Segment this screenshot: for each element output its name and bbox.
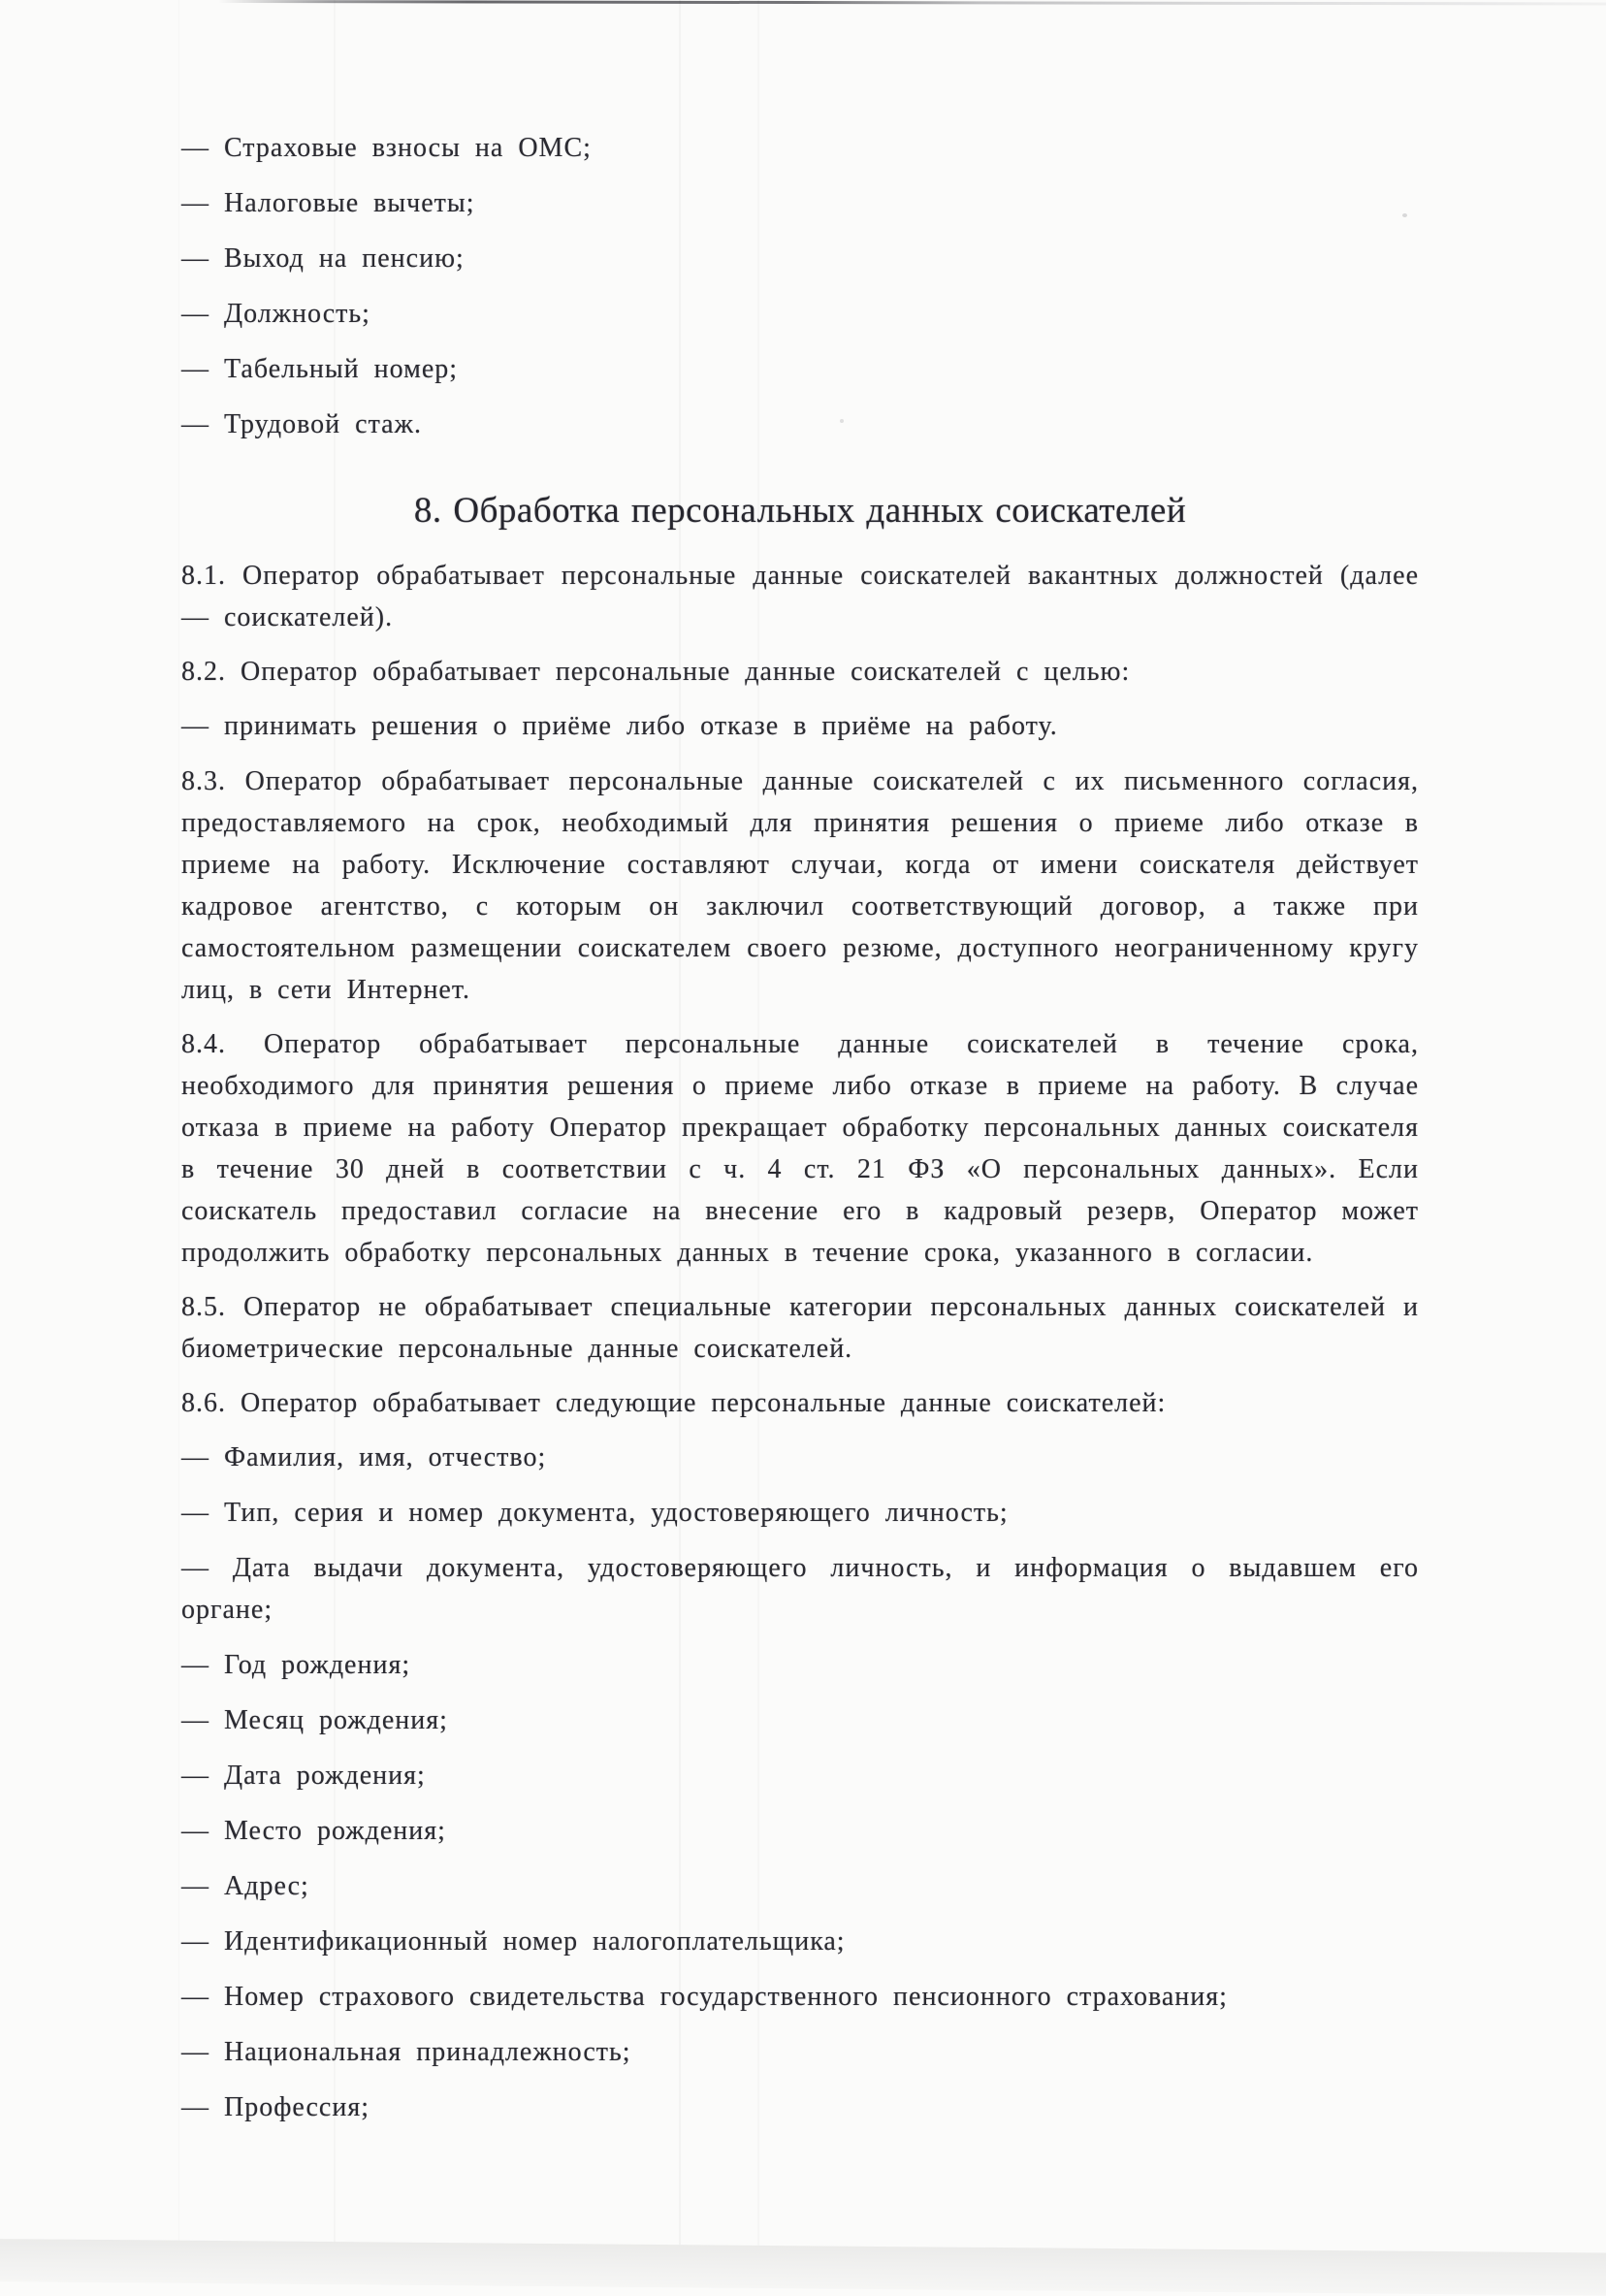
paragraph-8-1: 8.1. Оператор обрабатывает персональные данные соискателей вакантных должностей (далее — соискателей).: [181, 561, 1419, 632]
scan-bottom-shadow-artifact: [0, 2239, 1606, 2296]
list-item: — Выход на пенсию;: [181, 243, 465, 274]
scan-speck-artifact: [840, 419, 844, 423]
paragraph-8-2: 8.2. Оператор обрабатывает персональные данные соискателей с целью:: [181, 657, 1131, 687]
scan-streak-artifact: [334, 0, 336, 2269]
list-item: — Дата рождения;: [181, 1761, 426, 1791]
list-item: — Налоговые вычеты;: [181, 188, 475, 218]
list-item: — Место рождения;: [181, 1816, 446, 1846]
list-item: — Адрес;: [181, 1871, 309, 1901]
list-item: — Фамилия, имя, отчество;: [181, 1442, 547, 1472]
list-item: — Национальная принадлежность;: [181, 2037, 631, 2067]
paragraph-8-4: 8.4. Оператор обрабатывает персональные данные соискателей в течение срока, необходимого для принятия решения о приеме либо отказе в приеме на работу. В случае отказа в приеме на работу Оператор прекращает обработку персональных данных соискателя в течение 30 дней в соответствии с ч. 4 ст. 21 ФЗ «О персональных данных». Если соискатель предоставил согласие на внесение его в кадровый резерв, Оператор может продолжить обработку персональных данных в течение срока, указанного в согласии.: [181, 1029, 1419, 1268]
list-item: — Профессия;: [181, 2092, 369, 2122]
list-item: — Номер страхового свидетельства государственного пенсионного страхования;: [181, 1982, 1228, 2012]
list-item: — Табельный номер;: [181, 354, 459, 384]
document-content: [181, 127, 1419, 2142]
list-item: — Трудовой стаж.: [181, 409, 422, 439]
list-item: — Дата выдачи документа, удостоверяющего личность, и информация о выдавшем его органе;: [181, 1553, 1419, 1625]
list-item: — Должность;: [181, 299, 370, 329]
scan-speck-artifact: [1402, 213, 1407, 217]
paragraph-8-3: 8.3. Оператор обрабатывает персональные данные соискателей с их письменного согласия, предоставляемого на срок, необходимый для принятия решения о приеме либо отказе в приеме на работу. Исключение составляют случаи, когда от имени соискателя действует кадровое агентство, с которым он заключил соответствующий договор, а также при самостоятельном размещении соискателем своего резюме, доступного неограниченному кругу лиц, в сети Интернет.: [181, 766, 1419, 1005]
list-item: — Месяц рождения;: [181, 1705, 448, 1735]
list-item: — Год рождения;: [181, 1650, 411, 1680]
scan-streak-artifact: [757, 0, 759, 2269]
section-heading: 8. Обработка персональных данных соискателей: [413, 491, 1187, 531]
list-item: — Страховые взносы на ОМС;: [181, 133, 592, 163]
list-item: — Тип, серия и номер документа, удостоверяющего личность;: [181, 1498, 1009, 1528]
list-item: — принимать решения о приёме либо отказе в приёме на работу.: [181, 711, 1058, 741]
scan-streak-artifact: [178, 0, 179, 2269]
paragraph-8-6: 8.6. Оператор обрабатывает следующие персональные данные соискателей:: [181, 1388, 1167, 1418]
scan-streak-artifact: [679, 0, 681, 2269]
list-item: — Идентификационный номер налогоплательщика;: [181, 1926, 846, 1956]
paragraph-8-5: 8.5. Оператор не обрабатывает специальные категории персональных данных соискателей и биометрические персональные данные соискателей.: [181, 1292, 1419, 1364]
scan-top-edge-artifact: [218, 0, 1606, 5]
